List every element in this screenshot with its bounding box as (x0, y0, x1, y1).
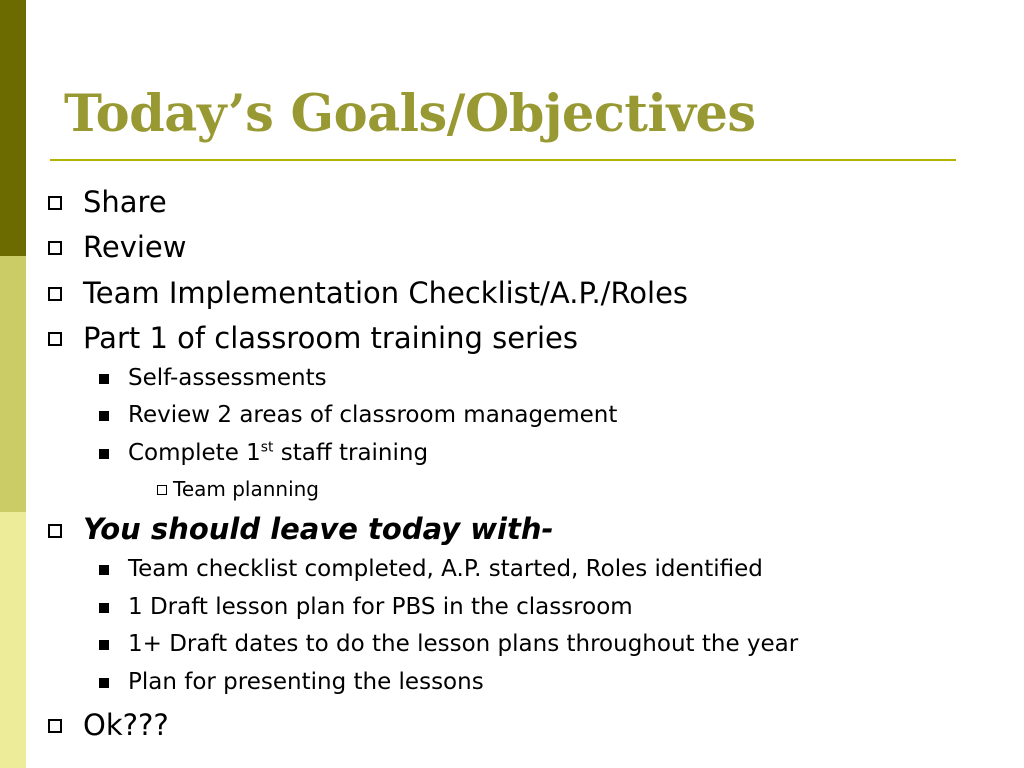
staff-training-text-end: staff training (273, 440, 429, 466)
hollow-square-small-bullet-icon (157, 485, 167, 495)
subbullet-draft-lesson-plan: 1 Draft lesson plan for PBS in the classroom (128, 594, 633, 620)
ordinal-suffix: st (260, 439, 274, 456)
subbullet-draft-dates: 1+ Draft dates to do the lesson plans throughout the year (128, 631, 799, 657)
subsubbullet-team-planning: Team planning (173, 477, 320, 501)
side-bar-mid (0, 256, 26, 512)
side-bar-dark (0, 0, 26, 256)
filled-square-bullet-icon (99, 603, 109, 613)
hollow-square-bullet-icon (48, 719, 62, 733)
filled-square-bullet-icon (99, 565, 109, 575)
title-divider (50, 159, 956, 161)
hollow-square-bullet-icon (48, 196, 62, 210)
hollow-square-bullet-icon (48, 332, 62, 346)
staff-training-text: Complete 1 (128, 440, 261, 466)
filled-square-bullet-icon (99, 640, 109, 650)
bullet-part-1: Part 1 of classroom training series (83, 321, 578, 355)
hollow-square-bullet-icon (48, 524, 62, 538)
filled-square-bullet-icon (99, 374, 109, 384)
subbullet-team-checklist: Team checklist completed, A.P. started, Roles identified (128, 556, 763, 582)
subbullet-self-assessments: Self-assessments (128, 365, 327, 391)
subbullet-plan-presenting: Plan for presenting the lessons (128, 669, 484, 695)
filled-square-bullet-icon (99, 449, 109, 459)
filled-square-bullet-icon (99, 678, 109, 688)
bullet-ok: Ok??? (83, 708, 169, 742)
subbullet-complete-staff-training (128, 438, 428, 468)
filled-square-bullet-icon (99, 411, 109, 421)
bullet-leave-today-with: You should leave today with- (83, 512, 554, 546)
subbullet-review-areas: Review 2 areas of classroom management (128, 402, 618, 428)
bullet-share: Share (83, 185, 167, 219)
slide-title: Today’s Goals/Objectives (64, 84, 756, 144)
bullet-review: Review (83, 230, 187, 264)
hollow-square-bullet-icon (48, 241, 62, 255)
bullet-team-implementation: Team Implementation Checklist/A.P./Roles (83, 276, 689, 310)
hollow-square-bullet-icon (48, 287, 62, 301)
side-bar-light (0, 512, 26, 768)
